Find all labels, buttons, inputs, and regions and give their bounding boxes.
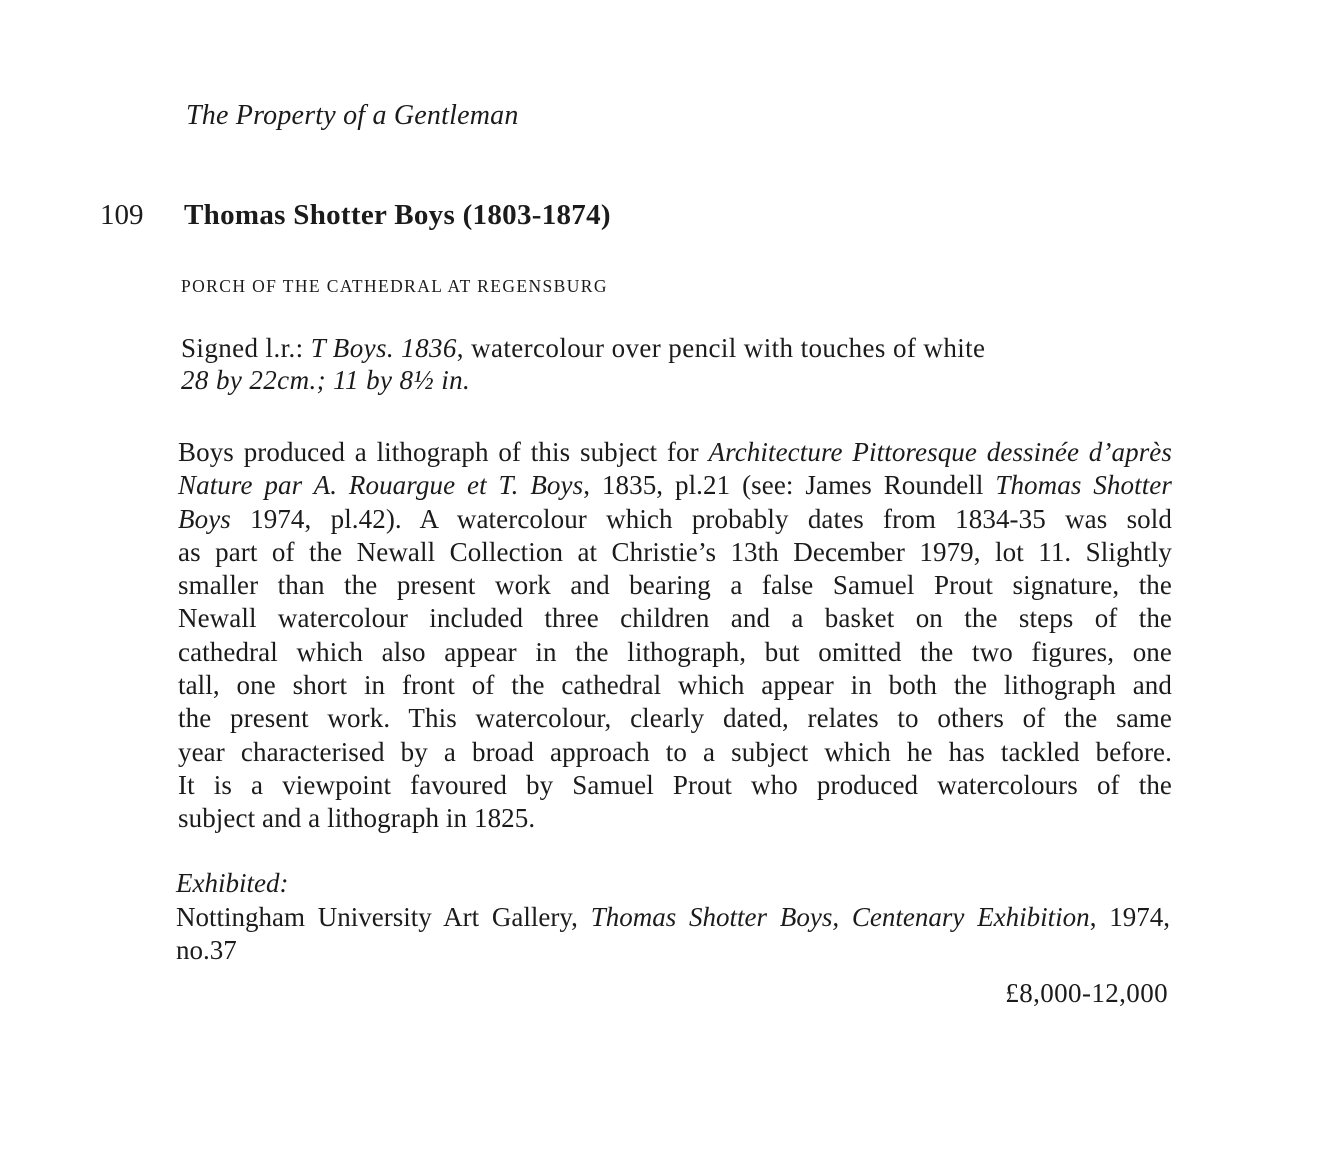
essay-line: tall, one short in front of the cathedral which appear in both the lithograph and [178,670,1172,701]
essay-line: subject and a lithograph in 1825. [178,803,536,834]
medium-line [181,332,1171,364]
essay-text: 1974, pl.42). A watercolour which probably dates from 1834-35 was sold [230,503,1172,534]
artist-name: Thomas Shotter Boys (1803-1874) [184,199,611,231]
essay-line [178,469,1172,502]
essay-line: It is a viewpoint favoured by Samuel Prout who produced watercolours of the [178,769,1172,800]
lot-header [100,195,1170,239]
price-estimate: £8,000-12,000 [1005,978,1168,1008]
exhibition-history [176,901,1170,967]
book-title: Thomas Shotter [995,470,1172,501]
exhibition-line [176,901,1170,934]
book-title: Boys [178,503,231,534]
signature-text: T Boys. 1836 [310,333,457,363]
essay-line [178,503,1172,536]
exhibited-heading: Exhibited: [176,868,289,898]
medium-description: , watercolour over pencil with touches of white [456,333,986,363]
signed-prefix: Signed l.r.: [181,333,311,363]
catalogue-essay [178,436,1172,836]
essay-text: Boys produced a lithograph of this subject for [178,437,709,467]
artwork-title: PORCH OF THE CATHEDRAL AT REGENSBURG [181,276,608,296]
exhibition-number: no.37 [176,935,237,965]
exhibition-year: , 1974, [1089,902,1171,932]
essay-line: as part of the Newall Collection at Christie’s 13th December 1979, lot 11. Slightly [178,536,1172,567]
publication-title: Architecture Pittoresque dessinée d’après [708,437,1172,467]
publication-title: Nature par A. Rouargue et T. Boys [178,470,584,501]
lot-number: 109 [100,199,144,231]
dimensions: 28 by 22cm.; 11 by 8½ in. [181,365,471,395]
essay-line: year characterised by a broad approach to a subject which he has tackled before. [178,736,1172,767]
exhibition-title: Thomas Shotter Boys, Centenary Exhibition [590,902,1090,932]
essay-line: the present work. This watercolour, clearly dated, relates to others of the same [178,703,1172,734]
essay-line: smaller than the present work and bearing a false Samuel Prout signature, the [178,570,1172,601]
medium-and-dimensions [181,332,1171,396]
essay-line [178,436,1172,469]
essay-line: Newall watercolour included three children and a basket on the steps of the [178,603,1172,634]
essay-line: cathedral which also appear in the lithograph, but omitted the two figures, one [178,636,1172,667]
provenance-line: The Property of a Gentleman [186,100,519,131]
essay-text: , 1835, pl.21 (see: James Roundell [583,470,996,501]
exhibition-venue: Nottingham University Art Gallery, [176,902,591,932]
